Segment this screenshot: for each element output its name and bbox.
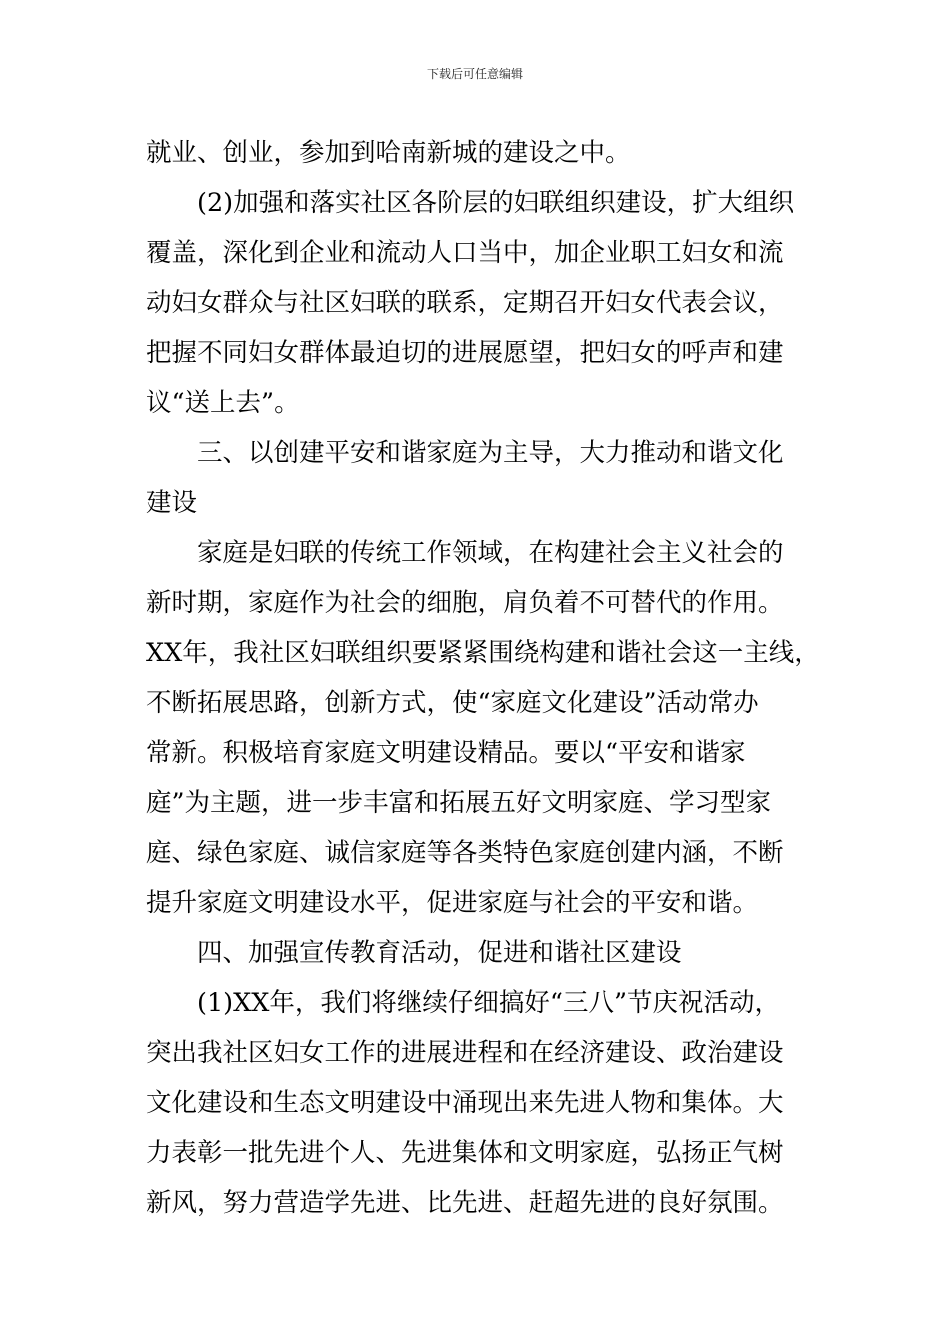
document-body	[146, 128, 820, 1228]
text-line: 文化建设和生态文明建设中涌现出来先进人物和集体。大	[146, 1088, 784, 1118]
section-heading: 建设	[146, 488, 198, 518]
text-line: 家庭是妇联的传统工作领域，在构建社会主义社会的	[197, 538, 784, 568]
page-header: 下载后可任意编辑	[426, 67, 523, 81]
text-line: 新风，努力营造学先进、比先进、赶超先进的良好氛围。	[146, 1188, 784, 1218]
text-line: XX年，我社区妇联组织要紧紧围绕构建和谐社会这一主线，	[146, 638, 820, 668]
text-line: 常新。积极培育家庭文明建设精品。要以“平安和谐家	[146, 738, 746, 768]
text-line: 提升家庭文明建设水平，促进家庭与社会的平安和谐。	[146, 888, 759, 918]
text-line: (1)XX年，我们将继续仔细搞好“三八”节庆祝活动，	[197, 988, 781, 1018]
text-line: 庭”为主题，进一步丰富和拓展五好文明家庭、学习型家	[146, 788, 772, 818]
text-line: (2)加强和落实社区各阶层的妇联组织建设，扩大组织	[197, 188, 795, 218]
text-line: 把握不同妇女群体最迫切的进展愿望，把妇女的呼声和建	[146, 338, 784, 368]
text-line: 就业、创业，参加到哈南新城的建设之中。	[146, 138, 631, 168]
section-heading: 四、加强宣传教育活动，促进和谐社区建设	[197, 938, 682, 968]
text-line: 突出我社区妇女工作的进展进程和在经济建设、政治建设	[146, 1038, 784, 1068]
text-line: 不断拓展思路，创新方式，使“家庭文化建设”活动常办	[146, 688, 759, 718]
text-line: 新时期，家庭作为社会的细胞，肩负着不可替代的作用。	[146, 588, 784, 618]
text-line: 议“送上去”。	[146, 388, 300, 418]
text-line: 覆盖，深化到企业和流动人口当中，加企业职工妇女和流	[146, 238, 784, 268]
text-line: 庭、绿色家庭、诚信家庭等各类特色家庭创建内涵，不断	[146, 838, 784, 868]
section-heading: 三、以创建平安和谐家庭为主导，大力推动和谐文化	[197, 438, 784, 468]
text-line: 力表彰一批先进个人、先进集体和文明家庭，弘扬正气树	[146, 1138, 784, 1168]
text-line: 动妇女群众与社区妇联的联系，定期召开妇女代表会议，	[146, 288, 784, 318]
